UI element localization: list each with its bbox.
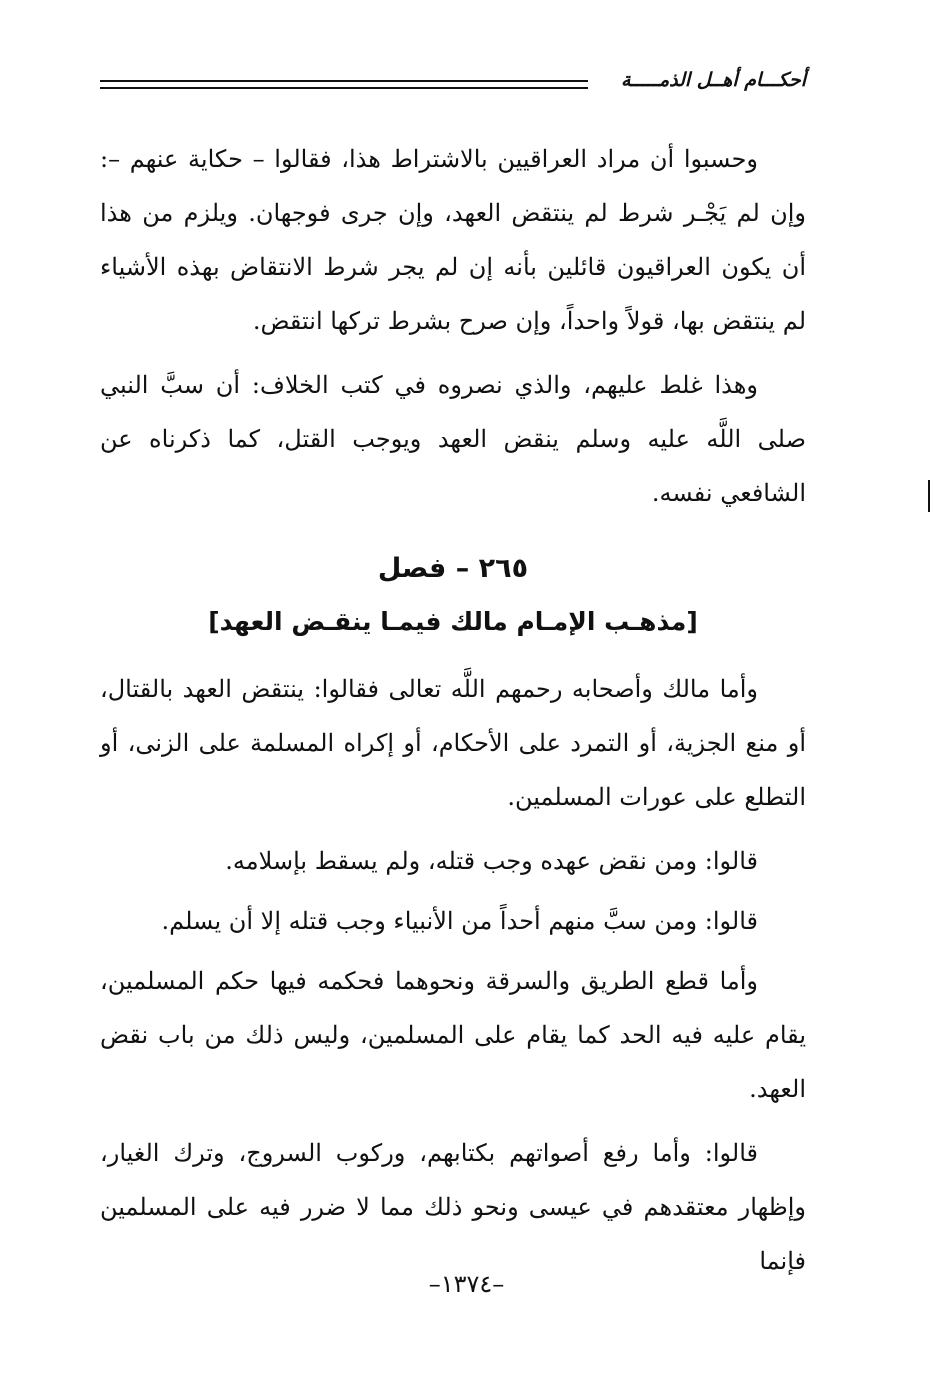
running-title: أحكـــام أهــل الذمـــــة [620, 69, 806, 91]
page-number: –١٣٧٤– [428, 1270, 505, 1298]
paragraph-4: قالوا: ومن نقض عهده وجب قتله، ولم يسقط بإسلامه. [225, 847, 758, 875]
page-body [100, 132, 806, 1298]
header-double-rule [100, 80, 588, 89]
paragraph-7: قالوا: وأما رفع أصواتهم بكتابهم، وركوب السروج، وترك الغيار، وإظهار معتقدهم في عيسى ونحو ذلك مما لا ضرر فيه على المسلمين فإنما [100, 1139, 806, 1275]
paragraph-3: وأما مالك وأصحابه رحمهم اللَّه تعالى فقالوا: ينتقض العهد بالقتال، أو منع الجزية، أو التمرد على الأحكام، أو إكراه المسلمة على الزنى، أو التطلع على عورات المسلمين. [100, 675, 806, 811]
page-header [100, 68, 806, 98]
section-number: ٢٦٥ – فصل [377, 553, 529, 584]
paragraph-1: وحسبوا أن مراد العراقيين بالاشتراط هذا، فقالوا – حكاية عنهم –: وإن لم يَجْـر شرط لم ينتقض العهد، وإن جرى فوجهان. ويلزم من هذا أن يكون العراقيون قائلين بأنه إن لم يجر شرط الانتقاض بهذه الأشياء لم ينتقض بها، قولاً واحداً، وإن صرح بشرط تركها انتقض. [100, 145, 806, 335]
paragraph-5: قالوا: ومن سبَّ منهم أحداً من الأنبياء وجب قتله إلا أن يسلم. [161, 907, 758, 935]
paragraph-2: وهذا غلط عليهم، والذي نصروه في كتب الخلاف: أن سبَّ النبي صلى اللَّه عليه وسلم ينقض العهد ويوجب القتل، كما ذكرناه عن الشافعي نفسه. [100, 371, 806, 507]
margin-mark [928, 480, 930, 512]
paragraph-6: وأما قطع الطريق والسرقة ونحوهما فحكمه فيها حكم المسلمين، يقام عليه فيه الحد كما يقام على المسلمين، وليس ذلك من باب نقض العهد. [100, 967, 806, 1103]
section-heading: [مذهـب الإمـام مالك فيمـا ينقـض العهد] [208, 607, 698, 636]
